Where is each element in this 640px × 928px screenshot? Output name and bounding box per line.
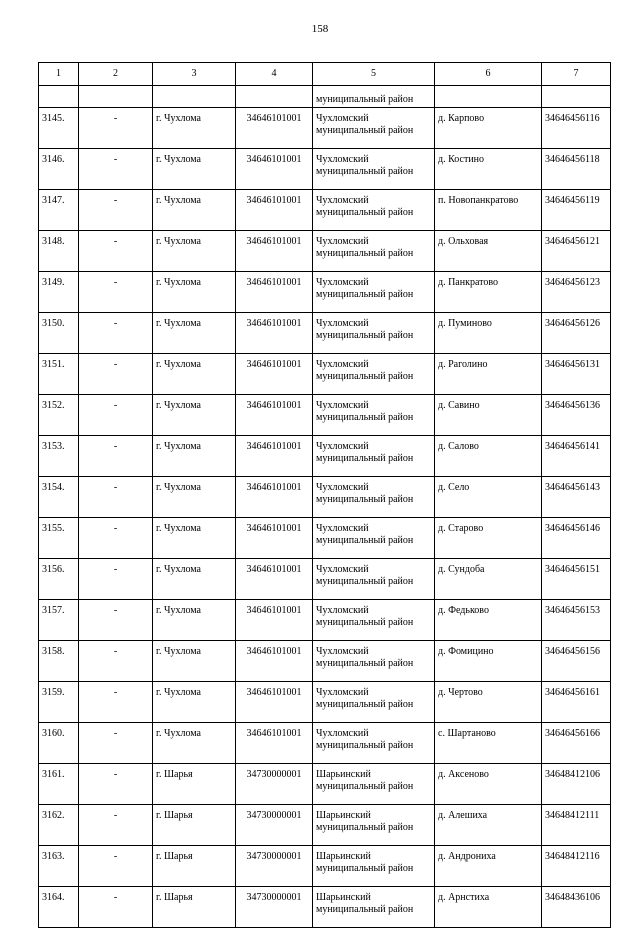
settlement-cell: д. Карпово (435, 108, 542, 149)
code-cell: 34646456118 (542, 149, 611, 190)
code-cell: 34646456119 (542, 190, 611, 231)
city-cell: г. Чухлома (153, 313, 236, 354)
column-2-cell: - (79, 846, 153, 887)
column-2-cell: - (79, 723, 153, 764)
row-number-cell: 3150. (39, 313, 79, 354)
code-cell: 34646456143 (542, 477, 611, 518)
column-2-cell: - (79, 559, 153, 600)
oktmo-cell: 34646101001 (236, 682, 313, 723)
row-number-cell: 3154. (39, 477, 79, 518)
district-line: Чухломский (316, 646, 369, 657)
page-number: 158 (311, 23, 329, 35)
row-number-cell: 3151. (39, 354, 79, 395)
district-cell (313, 231, 435, 272)
city-cell: г. Чухлома (153, 231, 236, 272)
district-line: Чухломский (316, 687, 369, 698)
column-2-cell: - (79, 272, 153, 313)
table-row (39, 805, 611, 846)
district-cell (313, 190, 435, 231)
district-cell (313, 272, 435, 313)
district-cell (313, 518, 435, 559)
district-line: муниципальный район (316, 535, 414, 546)
city-cell: г. Чухлома (153, 723, 236, 764)
column-2-cell: - (79, 436, 153, 477)
city-cell: г. Чухлома (153, 190, 236, 231)
table-row (39, 723, 611, 764)
row-number-cell: 3159. (39, 682, 79, 723)
district-cell (313, 477, 435, 518)
city-cell: г. Шарья (153, 805, 236, 846)
oktmo-cell: 34646101001 (236, 436, 313, 477)
district-cell (313, 395, 435, 436)
settlement-cell: д. Алешиха (435, 805, 542, 846)
city-cell: г. Чухлома (153, 600, 236, 641)
table-cell (435, 86, 542, 108)
oktmo-cell: 34646101001 (236, 518, 313, 559)
row-number-cell: 3162. (39, 805, 79, 846)
district-line: Чухломский (316, 113, 369, 124)
table-header (39, 63, 611, 86)
district-cell (313, 641, 435, 682)
settlement-cell: д. Раголино (435, 354, 542, 395)
table-row (39, 108, 611, 149)
column-header: 3 (153, 63, 236, 86)
oktmo-cell: 34646101001 (236, 641, 313, 682)
oktmo-cell: 34646101001 (236, 313, 313, 354)
row-number-cell: 3163. (39, 846, 79, 887)
code-cell: 34646456166 (542, 723, 611, 764)
district-line: муниципальный район (316, 330, 414, 341)
district-line: Чухломский (316, 400, 369, 411)
oktmo-cell: 34646101001 (236, 559, 313, 600)
oktmo-cell: 34646101001 (236, 723, 313, 764)
city-cell: г. Чухлома (153, 436, 236, 477)
column-2-cell: - (79, 682, 153, 723)
district-line: Чухломский (316, 523, 369, 534)
table-row (39, 436, 611, 477)
district-line: муниципальный район (316, 494, 414, 505)
code-cell: 34648412111 (542, 805, 611, 846)
settlement-cell: д. Пуминово (435, 313, 542, 354)
table-cell (39, 86, 79, 108)
oktmo-cell: 34646101001 (236, 600, 313, 641)
row-number-cell: 3146. (39, 149, 79, 190)
column-2-cell: - (79, 518, 153, 559)
row-number-cell: 3158. (39, 641, 79, 682)
settlement-cell: д. Село (435, 477, 542, 518)
oktmo-cell: 34646101001 (236, 108, 313, 149)
table-row (39, 682, 611, 723)
code-cell: 34646456151 (542, 559, 611, 600)
column-header: 2 (79, 63, 153, 86)
city-cell: г. Шарья (153, 764, 236, 805)
city-cell: г. Шарья (153, 846, 236, 887)
oktmo-cell: 34646101001 (236, 272, 313, 313)
column-2-cell: - (79, 600, 153, 641)
district-line: муниципальный район (316, 453, 414, 464)
registry-table (38, 62, 611, 928)
settlement-cell: д. Ольховая (435, 231, 542, 272)
settlement-cell: д. Старово (435, 518, 542, 559)
district-line: муниципальный район (316, 740, 414, 751)
district-line: Чухломский (316, 482, 369, 493)
district-cell (313, 354, 435, 395)
district-line: муниципальный район (316, 658, 414, 669)
district-line: муниципальный район (316, 207, 414, 218)
oktmo-cell: 34646101001 (236, 190, 313, 231)
district-line: Шарьинский (316, 769, 371, 780)
row-number-cell: 3153. (39, 436, 79, 477)
city-cell: г. Чухлома (153, 108, 236, 149)
row-number-cell: 3145. (39, 108, 79, 149)
settlement-cell: д. Аксеново (435, 764, 542, 805)
district-line: Чухломский (316, 154, 369, 165)
table-body (39, 86, 611, 928)
continuation-row (39, 86, 611, 108)
table-row (39, 190, 611, 231)
city-cell: г. Чухлома (153, 272, 236, 313)
column-2-cell: - (79, 313, 153, 354)
oktmo-cell: 34730000001 (236, 846, 313, 887)
code-cell: 34646456131 (542, 354, 611, 395)
table-row (39, 764, 611, 805)
column-2-cell: - (79, 149, 153, 190)
settlement-cell: д. Савино (435, 395, 542, 436)
district-cell (313, 559, 435, 600)
column-2-cell: - (79, 887, 153, 928)
district-cell (313, 764, 435, 805)
table-row (39, 354, 611, 395)
table-cell (236, 86, 313, 108)
district-line: муниципальный район (316, 371, 414, 382)
district-line: Чухломский (316, 441, 369, 452)
settlement-cell: д. Арнстиха (435, 887, 542, 928)
district-line: муниципальный район (316, 125, 414, 136)
district-cell (313, 887, 435, 928)
district-line: муниципальный район (316, 617, 414, 628)
table-row (39, 600, 611, 641)
row-number-cell: 3147. (39, 190, 79, 231)
code-cell: 34646456116 (542, 108, 611, 149)
row-number-cell: 3156. (39, 559, 79, 600)
column-2-cell: - (79, 764, 153, 805)
district-line: муниципальный район (316, 248, 414, 259)
city-cell: г. Чухлома (153, 559, 236, 600)
column-2-cell: - (79, 805, 153, 846)
district-line: муниципальный район (316, 289, 414, 300)
row-number-cell: 3161. (39, 764, 79, 805)
city-cell: г. Чухлома (153, 149, 236, 190)
district-line: Шарьинский (316, 810, 371, 821)
code-cell: 34646456161 (542, 682, 611, 723)
district-line: муниципальный район (316, 699, 414, 710)
row-number-cell: 3160. (39, 723, 79, 764)
oktmo-cell: 34730000001 (236, 805, 313, 846)
row-number-cell: 3155. (39, 518, 79, 559)
city-cell: г. Шарья (153, 887, 236, 928)
district-line: муниципальный район (316, 863, 414, 874)
settlement-cell: с. Шартаново (435, 723, 542, 764)
code-cell: 34646456141 (542, 436, 611, 477)
oktmo-cell: 34730000001 (236, 764, 313, 805)
code-cell: 34648412106 (542, 764, 611, 805)
column-header: 5 (313, 63, 435, 86)
district-line: муниципальный район (316, 412, 414, 423)
table-cell (542, 86, 611, 108)
settlement-cell: д. Фомицино (435, 641, 542, 682)
oktmo-cell: 34646101001 (236, 477, 313, 518)
district-line: Чухломский (316, 318, 369, 329)
row-number-cell: 3164. (39, 887, 79, 928)
district-line: муниципальный район (316, 781, 414, 792)
table-row (39, 887, 611, 928)
table-row (39, 149, 611, 190)
table-cell (79, 86, 153, 108)
column-2-cell: - (79, 354, 153, 395)
table-cell (153, 86, 236, 108)
district-cell (313, 846, 435, 887)
column-2-cell: - (79, 477, 153, 518)
city-cell: г. Чухлома (153, 477, 236, 518)
code-cell: 34646456153 (542, 600, 611, 641)
row-number-cell: 3152. (39, 395, 79, 436)
row-number-cell: 3149. (39, 272, 79, 313)
code-cell: 34648412116 (542, 846, 611, 887)
district-cell (313, 805, 435, 846)
row-number-cell: 3148. (39, 231, 79, 272)
district-line: муниципальный район (316, 576, 414, 587)
code-cell: 34646456123 (542, 272, 611, 313)
table-row (39, 477, 611, 518)
district-line: Шарьинский (316, 892, 371, 903)
settlement-cell: д. Чертово (435, 682, 542, 723)
city-cell: г. Чухлома (153, 395, 236, 436)
district-line: Чухломский (316, 605, 369, 616)
oktmo-cell: 34646101001 (236, 354, 313, 395)
table-row (39, 641, 611, 682)
settlement-cell: д. Панкратово (435, 272, 542, 313)
column-header: 1 (39, 63, 79, 86)
code-cell: 34646456126 (542, 313, 611, 354)
column-2-cell: - (79, 231, 153, 272)
settlement-cell: д. Сундоба (435, 559, 542, 600)
column-2-cell: - (79, 395, 153, 436)
district-cell (313, 313, 435, 354)
header-row (39, 63, 611, 86)
district-line: муниципальный район (316, 822, 414, 833)
settlement-cell: д. Федьково (435, 600, 542, 641)
column-header: 6 (435, 63, 542, 86)
oktmo-cell: 34730000001 (236, 887, 313, 928)
district-line: Чухломский (316, 277, 369, 288)
oktmo-cell: 34646101001 (236, 149, 313, 190)
column-header: 4 (236, 63, 313, 86)
city-cell: г. Чухлома (153, 354, 236, 395)
code-cell: 34648436106 (542, 887, 611, 928)
city-cell: г. Чухлома (153, 641, 236, 682)
column-2-cell: - (79, 190, 153, 231)
district-line: муниципальный район (316, 166, 414, 177)
table-row (39, 846, 611, 887)
district-cell (313, 600, 435, 641)
city-cell: г. Чухлома (153, 518, 236, 559)
district-cell (313, 149, 435, 190)
district-line: Чухломский (316, 236, 369, 247)
code-cell: 34646456136 (542, 395, 611, 436)
column-2-cell: - (79, 108, 153, 149)
district-continuation: муниципальный район (313, 86, 435, 108)
row-number-cell: 3157. (39, 600, 79, 641)
code-cell: 34646456156 (542, 641, 611, 682)
district-line: Чухломский (316, 564, 369, 575)
settlement-cell: п. Новопанкратово (435, 190, 542, 231)
district-line: Чухломский (316, 359, 369, 370)
column-header: 7 (542, 63, 611, 86)
code-cell: 34646456121 (542, 231, 611, 272)
district-line: муниципальный район (316, 904, 414, 915)
oktmo-cell: 34646101001 (236, 231, 313, 272)
column-2-cell: - (79, 641, 153, 682)
district-cell (313, 682, 435, 723)
table-row (39, 559, 611, 600)
district-cell (313, 723, 435, 764)
district-cell (313, 108, 435, 149)
district-line: Чухломский (316, 195, 369, 206)
table-row (39, 313, 611, 354)
settlement-cell: д. Салово (435, 436, 542, 477)
city-cell: г. Чухлома (153, 682, 236, 723)
oktmo-cell: 34646101001 (236, 395, 313, 436)
table-row (39, 518, 611, 559)
code-cell: 34646456146 (542, 518, 611, 559)
district-line: Шарьинский (316, 851, 371, 862)
table-row (39, 272, 611, 313)
settlement-cell: д. Андрониха (435, 846, 542, 887)
table-row (39, 231, 611, 272)
table-row (39, 395, 611, 436)
district-line: Чухломский (316, 728, 369, 739)
district-cell (313, 436, 435, 477)
settlement-cell: д. Костино (435, 149, 542, 190)
